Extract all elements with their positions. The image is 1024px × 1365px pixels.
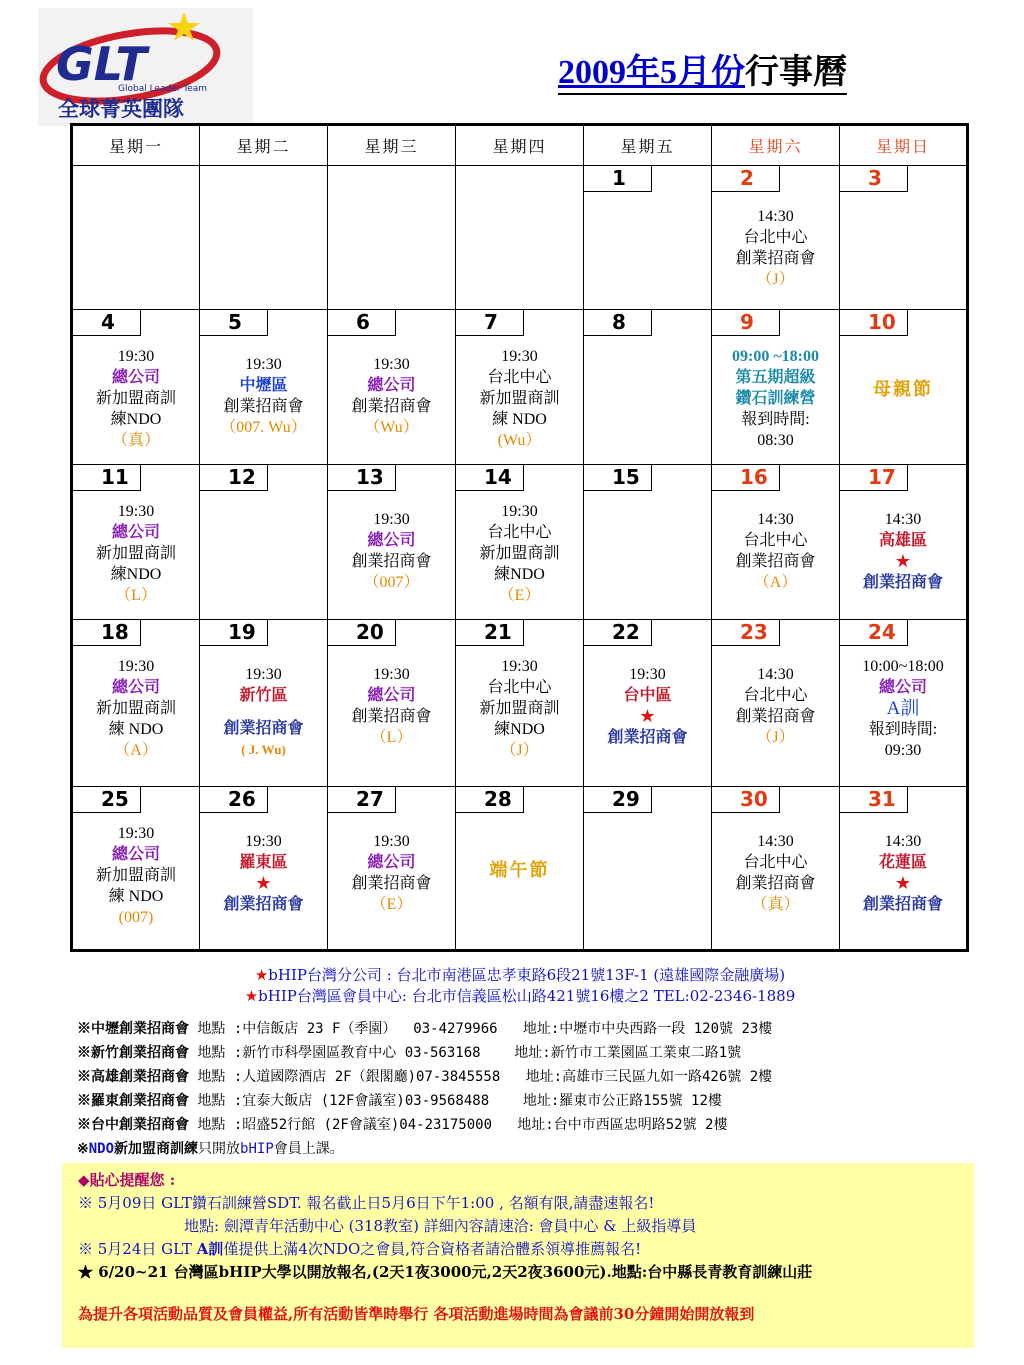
glt-logo-graphic bbox=[38, 8, 253, 126]
day-cell bbox=[328, 310, 456, 465]
event-line: 創業招商會 bbox=[862, 896, 943, 913]
day-event bbox=[456, 501, 583, 606]
event-line: 19:30 bbox=[117, 503, 155, 520]
ndo-note: ※NDO新加盟商訓練只開放bHIP會員上課。 bbox=[77, 1141, 344, 1157]
event-line: ( J. Wu) bbox=[241, 742, 286, 757]
day-cell bbox=[72, 465, 200, 620]
event-line: 練NDO bbox=[110, 411, 162, 428]
event-line: 台北中心 bbox=[743, 229, 808, 246]
day-event bbox=[456, 346, 583, 451]
weekday-thu: 星期四 bbox=[456, 125, 584, 166]
day-cell bbox=[456, 310, 584, 465]
event-line: A訓 bbox=[886, 698, 920, 719]
event-line: （E） bbox=[498, 587, 541, 604]
event-line: ★ bbox=[255, 873, 272, 893]
event-line: 新竹區 bbox=[239, 687, 288, 704]
day-number: 25 bbox=[73, 787, 141, 813]
event-line: 總公司 bbox=[367, 532, 416, 549]
event-line: 練NDO bbox=[110, 566, 162, 583]
day-cell bbox=[840, 310, 968, 465]
day-cell bbox=[584, 310, 712, 465]
day-number: 10 bbox=[840, 310, 908, 336]
day-cell bbox=[840, 166, 968, 310]
day-number: 3 bbox=[840, 166, 908, 192]
day-cell bbox=[328, 465, 456, 620]
reminder-box bbox=[62, 1163, 974, 1348]
day-event bbox=[200, 831, 327, 915]
event-line: 練NDO bbox=[494, 566, 545, 583]
day-number: 1 bbox=[584, 166, 652, 192]
glt-logo bbox=[38, 8, 253, 126]
day-cell bbox=[72, 620, 200, 787]
day-cell bbox=[712, 620, 840, 787]
event-line: 19:30 bbox=[117, 348, 155, 365]
day-number: 17 bbox=[840, 465, 908, 491]
day-cell bbox=[584, 620, 712, 787]
day-cell bbox=[200, 620, 328, 787]
day-cell bbox=[328, 787, 456, 951]
day-cell bbox=[584, 465, 712, 620]
venue-place: 地點 :宜泰大飯店 (12F會議室)03-9568488 bbox=[189, 1093, 523, 1109]
reminder-line-bhip-university: ★ 6/20~21 台灣區bHIP大學以開放報名,(2天1夜3000元,2天2夜3600元).地點:台中縣長青教育訓練山莊 bbox=[78, 1263, 813, 1281]
day-cell bbox=[712, 465, 840, 620]
day-number: 21 bbox=[456, 620, 524, 646]
day-cell bbox=[328, 166, 456, 310]
weekday-tue: 星期二 bbox=[200, 125, 328, 166]
event-line: 19:30 bbox=[373, 666, 410, 683]
weekday-sun: 星期日 bbox=[840, 125, 968, 166]
event-line: 報到時間: bbox=[868, 721, 938, 738]
venue-name: ※羅東創業招商會 bbox=[77, 1093, 189, 1109]
day-cell bbox=[200, 787, 328, 951]
event-line: 高雄區 bbox=[878, 532, 927, 549]
day-number: 18 bbox=[73, 620, 141, 646]
venue-address: 地址:羅東市公正路155號 12樓 bbox=[522, 1093, 722, 1109]
weekday-mon: 星期一 bbox=[72, 125, 200, 166]
event-line: （E） bbox=[370, 896, 413, 913]
day-event bbox=[73, 823, 199, 928]
day-number: 5 bbox=[200, 310, 268, 336]
day-cell bbox=[72, 310, 200, 465]
day-event bbox=[200, 664, 327, 760]
day-number: 26 bbox=[200, 787, 268, 813]
event-line: 總公司 bbox=[111, 524, 160, 541]
venue-place: 地點 :中信飯店 23 F（季園） 03-4279966 bbox=[189, 1021, 523, 1037]
day-number: 28 bbox=[456, 787, 524, 813]
event-line: 創業招商會 bbox=[735, 708, 816, 725]
event-line: 14:30 bbox=[884, 511, 922, 528]
day-cell bbox=[456, 620, 584, 787]
weekday-fri: 星期五 bbox=[584, 125, 712, 166]
day-number: 19 bbox=[200, 620, 268, 646]
svg-text:GLT: GLT bbox=[56, 37, 147, 91]
venue-row bbox=[77, 1089, 772, 1113]
event-line: （L） bbox=[115, 587, 157, 604]
event-line: 19:30 bbox=[373, 511, 410, 528]
day-event bbox=[840, 656, 966, 761]
day-event bbox=[840, 509, 966, 593]
reminder-line-location: 地點: 劍潭青年活動中心 (318教室) 詳細內容請速洽: 會員中心 & 上級指導員 bbox=[184, 1217, 697, 1235]
event-line: （J） bbox=[756, 729, 795, 746]
day-event bbox=[456, 860, 583, 881]
day-event bbox=[840, 379, 966, 400]
event-line: （真） bbox=[751, 896, 800, 913]
day-cell bbox=[840, 787, 968, 951]
day-event bbox=[200, 354, 327, 438]
event-line: 19:30 bbox=[117, 658, 155, 675]
event-line: （Wu） bbox=[364, 419, 419, 436]
event-line: (Wu） bbox=[497, 432, 542, 449]
reminder-line-atraining: ※ 5月24日 GLT A訓僅提供上滿4次NDO之會員,符合資格者請洽體系領導推薦報名! bbox=[78, 1240, 642, 1258]
event-line: 台北中心 bbox=[487, 524, 552, 541]
event-line: （真） bbox=[111, 432, 160, 449]
office-line-member-center: ★bHIP台灣區會員中心: 台北市信義區松山路421號16樓之2 TEL:02-2346-1889 bbox=[244, 987, 796, 1005]
venue-address: 地址:中壢市中央西路一段 120號 23樓 bbox=[522, 1021, 773, 1037]
event-line: ★ bbox=[894, 873, 912, 893]
event-line: 總公司 bbox=[111, 679, 160, 696]
week-row bbox=[72, 310, 968, 465]
event-line: （007. Wu） bbox=[220, 419, 307, 436]
event-line: 09:00 ~18:00 bbox=[732, 348, 819, 365]
day-event bbox=[712, 831, 839, 915]
event-line: （007） bbox=[363, 574, 420, 591]
event-line: 創業招商會 bbox=[351, 875, 432, 892]
day-number: 27 bbox=[328, 787, 396, 813]
event-line: 14:30 bbox=[757, 666, 794, 683]
office-info bbox=[60, 965, 980, 1007]
day-event bbox=[328, 509, 455, 593]
event-line: 羅東區 bbox=[239, 854, 288, 871]
event-line: 創業招商會 bbox=[351, 553, 432, 570]
day-event bbox=[73, 501, 199, 606]
venue-place: 地點 :昭盛52行館 (2F會議室)04-23175000 bbox=[189, 1117, 518, 1133]
day-number: 7 bbox=[456, 310, 524, 336]
day-number: 31 bbox=[840, 787, 908, 813]
event-line: 台北中心 bbox=[743, 687, 808, 704]
event-line: 14:30 bbox=[757, 833, 794, 850]
event-line: 19:30 bbox=[245, 833, 282, 850]
event-line: 19:30 bbox=[501, 503, 538, 520]
day-number: 29 bbox=[584, 787, 652, 813]
day-number: 13 bbox=[328, 465, 396, 491]
weekday-wed: 星期三 bbox=[328, 125, 456, 166]
page-title bbox=[558, 52, 847, 95]
event-line: 創業招商會 bbox=[735, 875, 816, 892]
day-cell bbox=[712, 310, 840, 465]
week-row bbox=[72, 465, 968, 620]
day-cell bbox=[712, 787, 840, 951]
day-cell bbox=[584, 166, 712, 310]
event-line: 總公司 bbox=[111, 846, 160, 863]
event-line: 報到時間: bbox=[741, 411, 810, 428]
event-line: 創業招商會 bbox=[607, 729, 688, 746]
day-number: 8 bbox=[584, 310, 652, 336]
day-event bbox=[328, 831, 455, 915]
event-line: 中壢區 bbox=[239, 377, 288, 394]
venue-name: ※台中創業招商會 bbox=[77, 1117, 189, 1133]
event-line: 練NDO bbox=[494, 721, 545, 738]
week-row bbox=[72, 166, 968, 310]
event-line: (007) bbox=[118, 909, 154, 926]
day-cell bbox=[712, 166, 840, 310]
day-event bbox=[73, 346, 199, 451]
event-line: 創業招商會 bbox=[351, 398, 432, 415]
event-line: ★ bbox=[639, 706, 656, 726]
venue-list bbox=[77, 1017, 772, 1161]
day-number: 11 bbox=[73, 465, 141, 491]
weekday-sat: 星期六 bbox=[712, 125, 840, 166]
event-line: 創業招商會 bbox=[223, 398, 304, 415]
day-number: 30 bbox=[712, 787, 780, 813]
day-number: 16 bbox=[712, 465, 780, 491]
day-cell bbox=[584, 787, 712, 951]
day-number: 12 bbox=[200, 465, 268, 491]
venue-address: 地址:台中市西區忠明路52號 2樓 bbox=[517, 1117, 728, 1133]
day-number: 23 bbox=[712, 620, 780, 646]
title-label: 行事曆 bbox=[745, 52, 847, 92]
day-cell bbox=[328, 620, 456, 787]
week-row bbox=[72, 787, 968, 951]
event-line: 19:30 bbox=[373, 833, 410, 850]
reminder-line-punctual: 為提升各項活動品質及會員權益,所有活動皆準時舉行 各項活動進場時間為會議前30分鐘開始開放報到 bbox=[78, 1305, 755, 1323]
event-line: （A） bbox=[114, 742, 158, 759]
event-line: 台北中心 bbox=[487, 369, 552, 386]
event-line: （J） bbox=[756, 271, 795, 288]
venue-place: 地點 :新竹市科學園區教育中心 03-563168 bbox=[189, 1045, 515, 1061]
event-line: 台北中心 bbox=[743, 532, 808, 549]
svg-text:Global Leader Team: Global Leader Team bbox=[118, 84, 208, 94]
day-number: 20 bbox=[328, 620, 396, 646]
day-number: 14 bbox=[456, 465, 524, 491]
event-line: 14:30 bbox=[757, 208, 794, 225]
day-number: 22 bbox=[584, 620, 652, 646]
event-line: 創業招商會 bbox=[735, 553, 816, 570]
day-event bbox=[73, 656, 199, 761]
day-cell bbox=[72, 166, 200, 310]
day-number: 6 bbox=[328, 310, 396, 336]
event-line: 台中區 bbox=[623, 687, 672, 704]
event-line: 19:30 bbox=[373, 356, 410, 373]
event-line: 19:30 bbox=[501, 658, 538, 675]
event-line: 新加盟商訓 bbox=[479, 545, 560, 562]
venue-row bbox=[77, 1113, 772, 1137]
venue-name: ※中壢創業招商會 bbox=[77, 1021, 189, 1037]
office-line-branch: ★bHIP台灣分公司 : 台北市南港區忠孝東路6段21號13F-1 (遠雄國際金融廣場) bbox=[254, 966, 786, 984]
event-line: 新加盟商訓 bbox=[479, 700, 560, 717]
venue-name: ※新竹創業招商會 bbox=[77, 1045, 189, 1061]
event-line: 第五期超級 bbox=[735, 369, 816, 386]
event-line: 創業招商會 bbox=[351, 708, 432, 725]
event-line: ★ bbox=[894, 551, 912, 571]
venue-row bbox=[77, 1065, 772, 1089]
day-number: 9 bbox=[712, 310, 780, 336]
event-line: （A） bbox=[753, 574, 798, 591]
event-line: 創業招商會 bbox=[223, 720, 304, 737]
event-line: 新加盟商訓 bbox=[95, 545, 176, 562]
venue-address: 地址:高雄市三民區九如一路426號 2樓 bbox=[525, 1069, 773, 1085]
venue-address: 地址:新竹市工業園區工業東二路1號 bbox=[514, 1045, 742, 1061]
day-number: 15 bbox=[584, 465, 652, 491]
event-line: 總公司 bbox=[367, 687, 416, 704]
event-line: 台北中心 bbox=[487, 679, 552, 696]
day-number: 24 bbox=[840, 620, 908, 646]
day-event bbox=[584, 664, 711, 748]
venue-name: ※高雄創業招商會 bbox=[77, 1069, 189, 1085]
venue-place: 地點 :人道國際酒店 2F（銀閣廳)07-3845558 bbox=[189, 1069, 526, 1085]
event-line: 19:30 bbox=[629, 666, 666, 683]
day-number: 4 bbox=[73, 310, 141, 336]
day-event bbox=[712, 509, 839, 593]
day-event bbox=[712, 206, 839, 290]
event-line: 08:30 bbox=[757, 432, 794, 449]
event-line: 新加盟商訓 bbox=[95, 867, 176, 884]
event-line: 19:30 bbox=[117, 825, 155, 842]
venue-row bbox=[77, 1041, 772, 1065]
day-event bbox=[712, 346, 839, 451]
event-line: 總公司 bbox=[367, 854, 416, 871]
day-event bbox=[840, 831, 966, 915]
reminder-header: ◆貼心提醒您 : bbox=[78, 1171, 176, 1189]
event-line: 練 NDO bbox=[108, 721, 164, 738]
event-line: 端午節 bbox=[489, 860, 550, 880]
event-line: 19:30 bbox=[245, 666, 282, 683]
venue-row bbox=[77, 1017, 772, 1041]
week-row bbox=[72, 620, 968, 787]
event-line: 母親節 bbox=[873, 379, 933, 399]
event-line: 台北中心 bbox=[743, 854, 808, 871]
event-line: 19:30 bbox=[245, 356, 282, 373]
day-event bbox=[328, 354, 455, 438]
day-cell bbox=[200, 166, 328, 310]
event-line: 創業招商會 bbox=[862, 574, 943, 591]
weekday-header-row bbox=[72, 125, 968, 166]
event-line: 練 NDO bbox=[492, 411, 547, 428]
title-date: 2009年5月份 bbox=[558, 54, 745, 91]
day-event bbox=[456, 656, 583, 761]
event-line: 創業招商會 bbox=[223, 896, 304, 913]
event-line: （L） bbox=[370, 729, 413, 746]
day-cell bbox=[72, 787, 200, 951]
day-cell bbox=[840, 620, 968, 787]
event-line: 創業招商會 bbox=[735, 250, 816, 267]
event-line: （J） bbox=[500, 742, 539, 759]
day-cell bbox=[200, 465, 328, 620]
day-cell bbox=[456, 166, 584, 310]
event-line: 19:30 bbox=[501, 348, 538, 365]
day-cell bbox=[456, 465, 584, 620]
event-line: 練 NDO bbox=[108, 888, 164, 905]
event-line: 09:30 bbox=[884, 742, 922, 759]
day-event bbox=[328, 664, 455, 748]
day-event bbox=[712, 664, 839, 748]
event-line: 鑽石訓練營 bbox=[735, 390, 816, 407]
event-line: 總公司 bbox=[367, 377, 416, 394]
event-line: 14:30 bbox=[757, 511, 794, 528]
day-cell bbox=[840, 465, 968, 620]
event-line: 新加盟商訓 bbox=[95, 700, 176, 717]
reminder-line-sdt: ※ 5月09日 GLT鑽石訓練營SDT. 報名截止日5月6日下午1:00 , 名額有限,請盡速報名! bbox=[78, 1194, 655, 1212]
event-line: 總公司 bbox=[878, 679, 927, 696]
event-line: 新加盟商訓 bbox=[95, 390, 176, 407]
event-line: 14:30 bbox=[884, 833, 922, 850]
day-cell bbox=[456, 787, 584, 951]
calendar-grid bbox=[70, 123, 969, 952]
event-line: 新加盟商訓 bbox=[479, 390, 560, 407]
event-line: 總公司 bbox=[111, 369, 160, 386]
event-line: 10:00~18:00 bbox=[862, 658, 944, 675]
event-line: 花蓮區 bbox=[878, 854, 927, 871]
svg-text:全球菁英團隊: 全球菁英團隊 bbox=[58, 97, 184, 121]
day-number: 2 bbox=[712, 166, 780, 192]
day-cell bbox=[200, 310, 328, 465]
